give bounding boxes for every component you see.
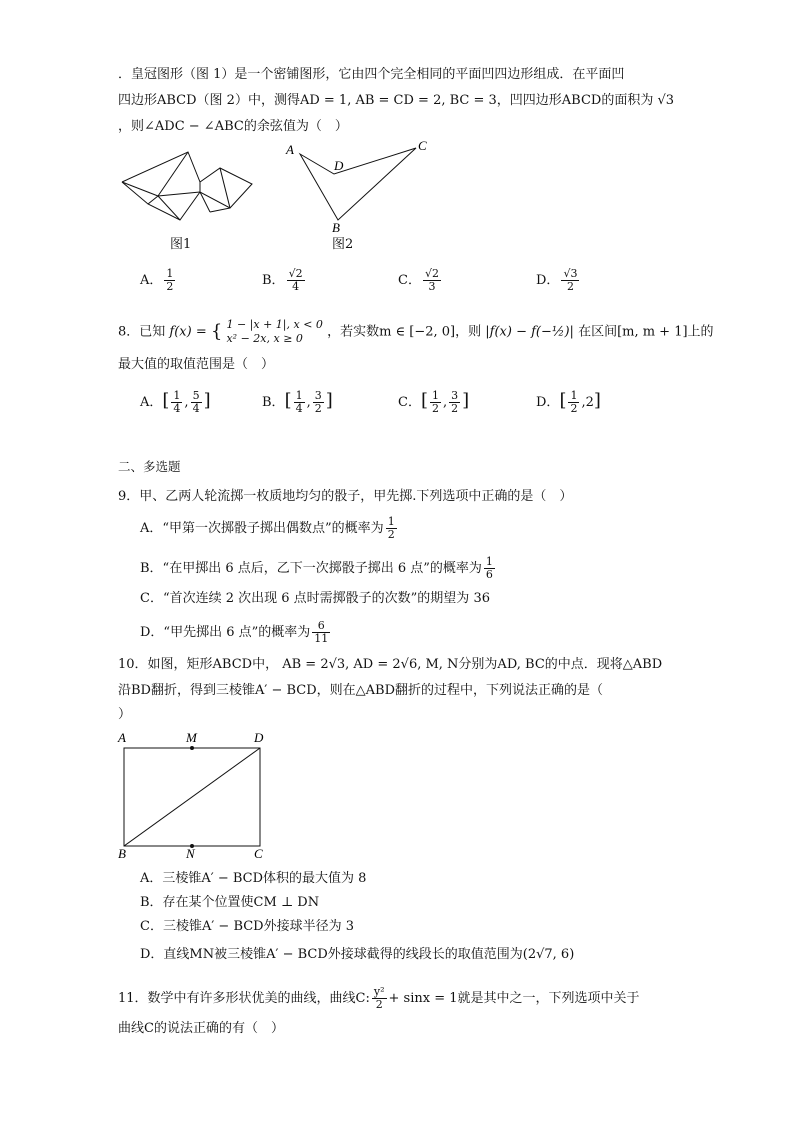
- q11-line1: 11．数学中有许多形状优美的曲线，曲线C: $\frac{\text{y²}}{2}$ + sinx = 1就是其中之一，下列选项中关于: [118, 985, 640, 1011]
- q10-line3: ）: [118, 707, 132, 722]
- rect-label-m: M: [186, 730, 197, 745]
- q8-option-d[interactable]: D．[ $\frac{1}{2}$ ,2]: [536, 389, 601, 415]
- q10-option-a[interactable]: A．三棱锥A′ − BCD体积的最大值为 8: [140, 871, 367, 886]
- q9-option-b[interactable]: B．“在甲掷出 6 点后，乙下一次掷骰子掷出 6 点”的概率为 $\frac{1}{6}$: [140, 555, 493, 581]
- q10-line2: 沿BD翻折，得到三棱锥A′ − BCD，则在△ABD翻折的过程中，下列说法正确的是（: [118, 683, 603, 698]
- section-title: 二、多选题: [118, 459, 181, 474]
- figure-2-caption: 图2: [332, 237, 354, 252]
- fig2-label-c: C: [418, 138, 427, 153]
- q8-line1: 8．已知 f(x) = { 1 − |x + 1|, x < 0 x² − 2x, x ≥ 0 ，若实数m ∈ [−2, 0]，则 |f(x) − f(−½)| 在区间[m, m + 1]上的: [118, 318, 714, 345]
- rect-label-d: D: [254, 730, 264, 745]
- q8-option-b[interactable]: B．[ $\frac{1}{4}$ , $\frac{3}{2}$ ]: [262, 389, 333, 415]
- figure-1-caption: 图1: [170, 237, 192, 252]
- fig2-label-a: A: [286, 142, 294, 157]
- q8-line2: 最大值的取值范围是（ ）: [118, 357, 275, 372]
- q7-option-c[interactable]: C． $\frac{√2}{3}$: [398, 267, 439, 293]
- q8-option-a[interactable]: A．[ $\frac{1}{4}$ , $\frac{5}{4}$ ]: [140, 389, 211, 415]
- q7-line2: 四边形ABCD（图 2）中，测得AD = 1, AB = CD = 2, BC = 3，凹四边形ABCD的面积为 √3: [118, 93, 675, 108]
- q10-option-d[interactable]: D．直线MN被三棱锥A′ − BCD外接球截得的线段长的取值范围为(2√7, 6): [140, 947, 575, 962]
- q8-option-c[interactable]: C．[ $\frac{1}{2}$ , $\frac{3}{2}$ ]: [398, 389, 470, 415]
- q10-option-c[interactable]: C．三棱锥A′ − BCD外接球半径为 3: [140, 919, 355, 934]
- q7-line3: ，则∠ADC − ∠ABC的余弦值为（ ）: [118, 119, 348, 134]
- figure-rectangle-abcd: [116, 728, 276, 860]
- q9-option-c[interactable]: C．“首次连续 2 次出现 6 点时需掷骰子的次数”的期望为 36: [140, 591, 490, 606]
- rect-label-c: C: [254, 846, 263, 860]
- rect-label-b: B: [118, 846, 126, 860]
- q7-line1: ．皇冠图形（图 1）是一个密铺图形，它由四个完全相同的平面凹四边形组成．在平面凹: [118, 67, 625, 82]
- fig2-label-d: D: [334, 158, 344, 173]
- q7-option-d[interactable]: D． $\frac{√3}{2}$: [536, 267, 578, 293]
- q10-line1: 10．如图，矩形ABCD中， AB = 2√3, AD = 2√6, M, N分别为AD, BC的中点．现将△ABD: [118, 657, 663, 672]
- q7-option-a[interactable]: A． $\frac{1}{2}$: [140, 267, 174, 293]
- rect-label-a: A: [118, 730, 126, 745]
- q10-option-b[interactable]: B．存在某个位置使CM ⊥ DN: [140, 895, 320, 910]
- fig2-label-b: B: [332, 220, 340, 234]
- figure-1-crown: [118, 148, 258, 228]
- q7-option-b[interactable]: B． $\frac{√2}{4}$: [262, 267, 303, 293]
- q9-stem: 9．甲、乙两人轮流掷一枚质地均匀的骰子，甲先掷.下列选项中正确的是（ ）: [118, 489, 573, 504]
- q9-option-a[interactable]: A．“甲第一次掷骰子掷出偶数点”的概率为 $\frac{1}{2}$: [140, 515, 395, 541]
- figure-2-quadrilateral: [282, 138, 432, 234]
- q9-option-d[interactable]: D．“甲先掷出 6 点”的概率为 $\frac{6}{11}$: [140, 619, 329, 645]
- q11-line2: 曲线C的说法正确的有（ ）: [118, 1021, 284, 1036]
- rect-label-n: N: [186, 846, 195, 860]
